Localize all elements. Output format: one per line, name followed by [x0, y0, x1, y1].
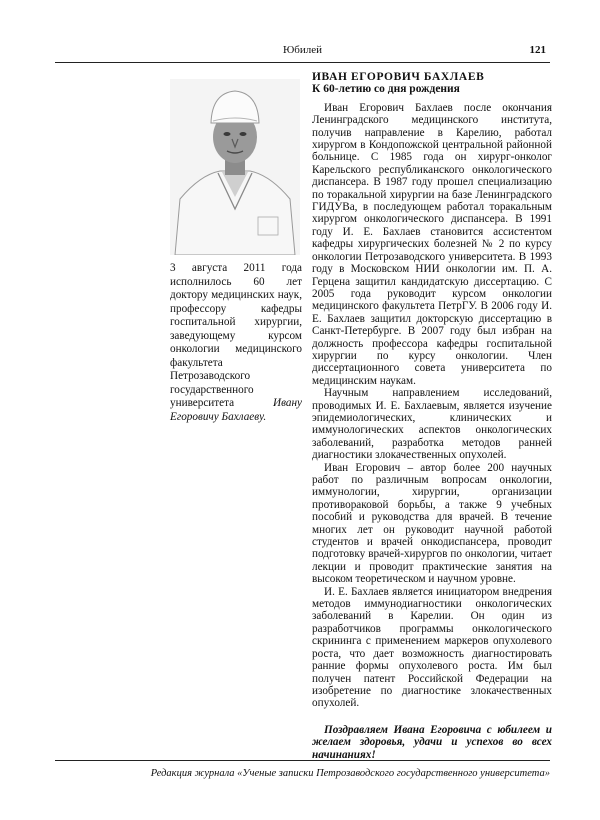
portrait-illustration	[170, 79, 300, 255]
footer-credit: Редакция журнала «Ученые записки Петрозаводского государственного университета»	[150, 768, 550, 779]
article-title: ИВАН ЕГОРОВИЧ БАХЛАЕВ	[312, 71, 485, 83]
paragraph: Иван Егорович Бахлаев после окончания Ленинградского медицинского института, получив направление в Карелию, работал хирургом в Кондопожской центральной районной больнице. С 1985 года он хирург-онколог Карельского республиканского онкологического диспансера. В 1987 году прошел специализацию по торакальной хирургии на базе Ленинградского ГИДУВа, в последующем работал торакальным хирургом онкологического диспансера. В 1991 году И. Е. Бахлаев становится ассистентом кафедры хирургических болезней № 2 по курсу онкологии Петрозаводского университета. В 1993 году в Московском НИИ онкологии им. П. А. Герцена защитил кандидатскую диссертацию. С 2005 года руководит курсом онкологии медицинского факультета ПетрГУ. В 2006 году И. Е. Бахлаев защитил докторскую диссертацию в Санкт-Петербурге. В 2007 году был избран на должность профессора кафедры госпитальной хирургии по курсу онкологии. Член диссертационного совета университета по медицинским наукам.	[312, 101, 552, 387]
photo-caption	[170, 262, 302, 424]
portrait-photo	[170, 79, 300, 255]
congratulation: Поздравляем Ивана Егоровича с юбилеем и желаем здоровья, удачи и успехов во всех начинаниях!	[312, 723, 552, 761]
caption-name: Ивану Егоровичу Бахлаеву.	[170, 397, 302, 423]
header-rule	[55, 62, 550, 63]
footer-rule	[55, 760, 550, 761]
paragraph: Иван Егорович – автор более 200 научных работ по различным вопросам онкологии, иммунологии, хирургии, организации противораковой борьбы, а также 9 учебных пособий и руководства для врачей. В течение многих лет он руководит научной работой студентов и врачей онкодиспансера, проводит подготовку врачей-хирургов по онкологии, читает лекции и проводит практические занятия на высоком теоретическом и научном уровне.	[312, 461, 552, 586]
paragraph: И. Е. Бахлаев является инициатором внедрения методов иммунодиагностики онкологических заболеваний в Карелии. Он один из разработчиков программы онкологического скрининга с применением маркеров опухолевого роста, что дает возможность диагностировать ранние формы опухолевого роста. Им был получен патент Российской Федерации на изобретение по диагностике злокачественных опухолей.	[312, 585, 552, 710]
running-header	[55, 44, 550, 58]
caption-text: 3 августа 2011 года исполнилось 60 лет доктору медицинских наук, профессору кафедры госпитальной хирургии, заведующему курсом онкологии медицинского факультета Петрозаводского государственного университета	[170, 262, 302, 409]
article-subtitle: К 60-летию со дня рождения	[312, 83, 460, 96]
article	[312, 71, 552, 761]
section-title: Юбилей	[282, 44, 323, 56]
paragraph: Научным направлением исследований, проводимых И. Е. Бахлаевым, является изучение эпидемиологических, клинических и иммунологических аспектов онкологических заболеваний, разработка методов ранней диагностики злокачественных опухолей.	[312, 387, 552, 462]
page-number: 121	[529, 44, 546, 56]
